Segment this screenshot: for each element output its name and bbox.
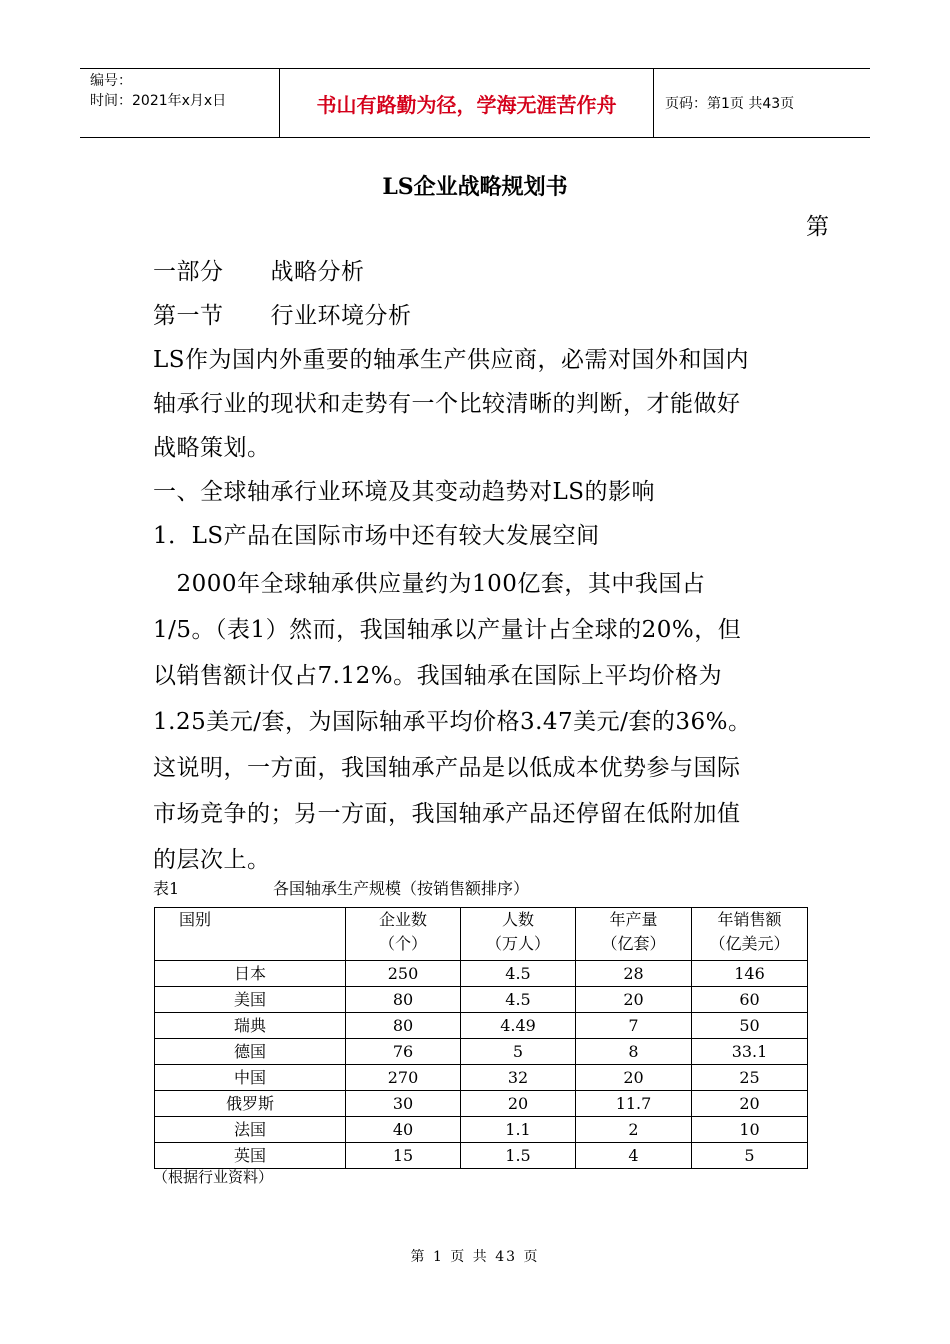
table-cell: 4.49 [461, 1013, 576, 1039]
table-row [155, 1117, 808, 1143]
table-cell: 8 [576, 1039, 692, 1065]
table-cell: 20 [576, 1065, 692, 1091]
table-cell: 40 [346, 1117, 461, 1143]
table-caption [153, 876, 530, 899]
table-cell: 32 [461, 1065, 576, 1091]
table-row [155, 1065, 808, 1091]
table-cell: 5 [692, 1143, 808, 1169]
table-cell: 4.5 [461, 961, 576, 987]
table-header-cell: 人数 （万人） [461, 908, 576, 961]
section-heading: 第一节 行业环境分析 [153, 303, 412, 329]
header-motto: 书山有路勤为径，学海无涯苦作舟 [280, 69, 654, 137]
table-header-cell: 年销售额 （亿美元） [692, 908, 808, 961]
table-header-row [155, 908, 808, 961]
table-cell: 80 [346, 987, 461, 1013]
table-cell: 1.1 [461, 1117, 576, 1143]
header-page-info: 页码：第1页 共43页 [665, 96, 795, 112]
table-cell: 德国 [155, 1039, 346, 1065]
number-label: 编号： [90, 73, 132, 89]
page-footer: 第 1 页 共 43 页 [410, 1249, 540, 1265]
body-line: 这说明，一方面，我国轴承产品是以低成本优势参与国际 [153, 755, 741, 781]
body-line: 轴承行业的现状和走势有一个比较清晰的判断，才能做好 [153, 391, 741, 417]
table-cell: 11.7 [576, 1091, 692, 1117]
body-line: 的层次上。 [153, 847, 271, 873]
body-line: 市场竞争的；另一方面，我国轴承产品还停留在低附加值 [153, 801, 741, 827]
table-cell: 20 [692, 1091, 808, 1117]
table-label: 表1 [153, 879, 180, 898]
body-line: 1/5。（表1）然而，我国轴承以产量计占全球的20%，但 [153, 617, 742, 643]
table-cell: 4 [576, 1143, 692, 1169]
table-cell: 20 [576, 987, 692, 1013]
production-table [154, 907, 808, 1169]
table-cell: 5 [461, 1039, 576, 1065]
table-cell: 270 [346, 1065, 461, 1091]
table-row [155, 1039, 808, 1065]
page-header [80, 68, 870, 138]
table-cell: 日本 [155, 961, 346, 987]
subsection-heading: 一、全球轴承行业环境及其变动趋势对LS的影响 [153, 479, 656, 505]
table-cell: 50 [692, 1013, 808, 1039]
item-heading: 1．LS产品在国际市场中还有较大发展空间 [153, 523, 600, 549]
table-header-cell: 企业数 （个） [346, 908, 461, 961]
table-cell: 英国 [155, 1143, 346, 1169]
table-cell: 20 [461, 1091, 576, 1117]
table-row [155, 987, 808, 1013]
table-cell: 瑞典 [155, 1013, 346, 1039]
table-cell: 俄罗斯 [155, 1091, 346, 1117]
table-row [155, 1091, 808, 1117]
table-cell: 美国 [155, 987, 346, 1013]
header-meta [80, 69, 280, 137]
table-cell: 7 [576, 1013, 692, 1039]
body-line: LS作为国内外重要的轴承生产供应商，必需对国外和国内 [153, 347, 750, 373]
table-cell: 30 [346, 1091, 461, 1117]
table-source: （根据行业资料） [153, 1168, 274, 1186]
part-prefix: 第 [806, 214, 829, 240]
table-row [155, 1013, 808, 1039]
body-line: 以销售额计仅占7.12%。我国轴承在国际上平均价格为 [153, 663, 723, 689]
table-header-cell: 国别 [155, 908, 346, 961]
body-line: 2000年全球轴承供应量约为100亿套，其中我国占 [153, 571, 706, 597]
table-header-cell: 年产量 （亿套） [576, 908, 692, 961]
table-row [155, 1143, 808, 1169]
body-line: 战略策划。 [153, 435, 271, 461]
table-cell: 80 [346, 1013, 461, 1039]
table-cell: 25 [692, 1065, 808, 1091]
part-heading: 一部分 战略分析 [153, 259, 365, 285]
time-label: 时间：2021年x月x日 [90, 93, 227, 109]
table-cell: 60 [692, 987, 808, 1013]
table-cell: 中国 [155, 1065, 346, 1091]
table-cell: 10 [692, 1117, 808, 1143]
table-title: 各国轴承生产规模（按销售额排序） [273, 879, 530, 898]
document-title: LS企业战略规划书 [382, 174, 568, 200]
table-cell: 2 [576, 1117, 692, 1143]
table-cell: 法国 [155, 1117, 346, 1143]
table-cell: 28 [576, 961, 692, 987]
table-cell: 15 [346, 1143, 461, 1169]
table-cell: 4.5 [461, 987, 576, 1013]
table-cell: 33.1 [692, 1039, 808, 1065]
table-cell: 146 [692, 961, 808, 987]
table-row [155, 961, 808, 987]
body-line: 1.25美元/套，为国际轴承平均价格3.47美元/套的36%。 [153, 709, 752, 735]
table-cell: 1.5 [461, 1143, 576, 1169]
table-cell: 250 [346, 961, 461, 987]
table-cell: 76 [346, 1039, 461, 1065]
